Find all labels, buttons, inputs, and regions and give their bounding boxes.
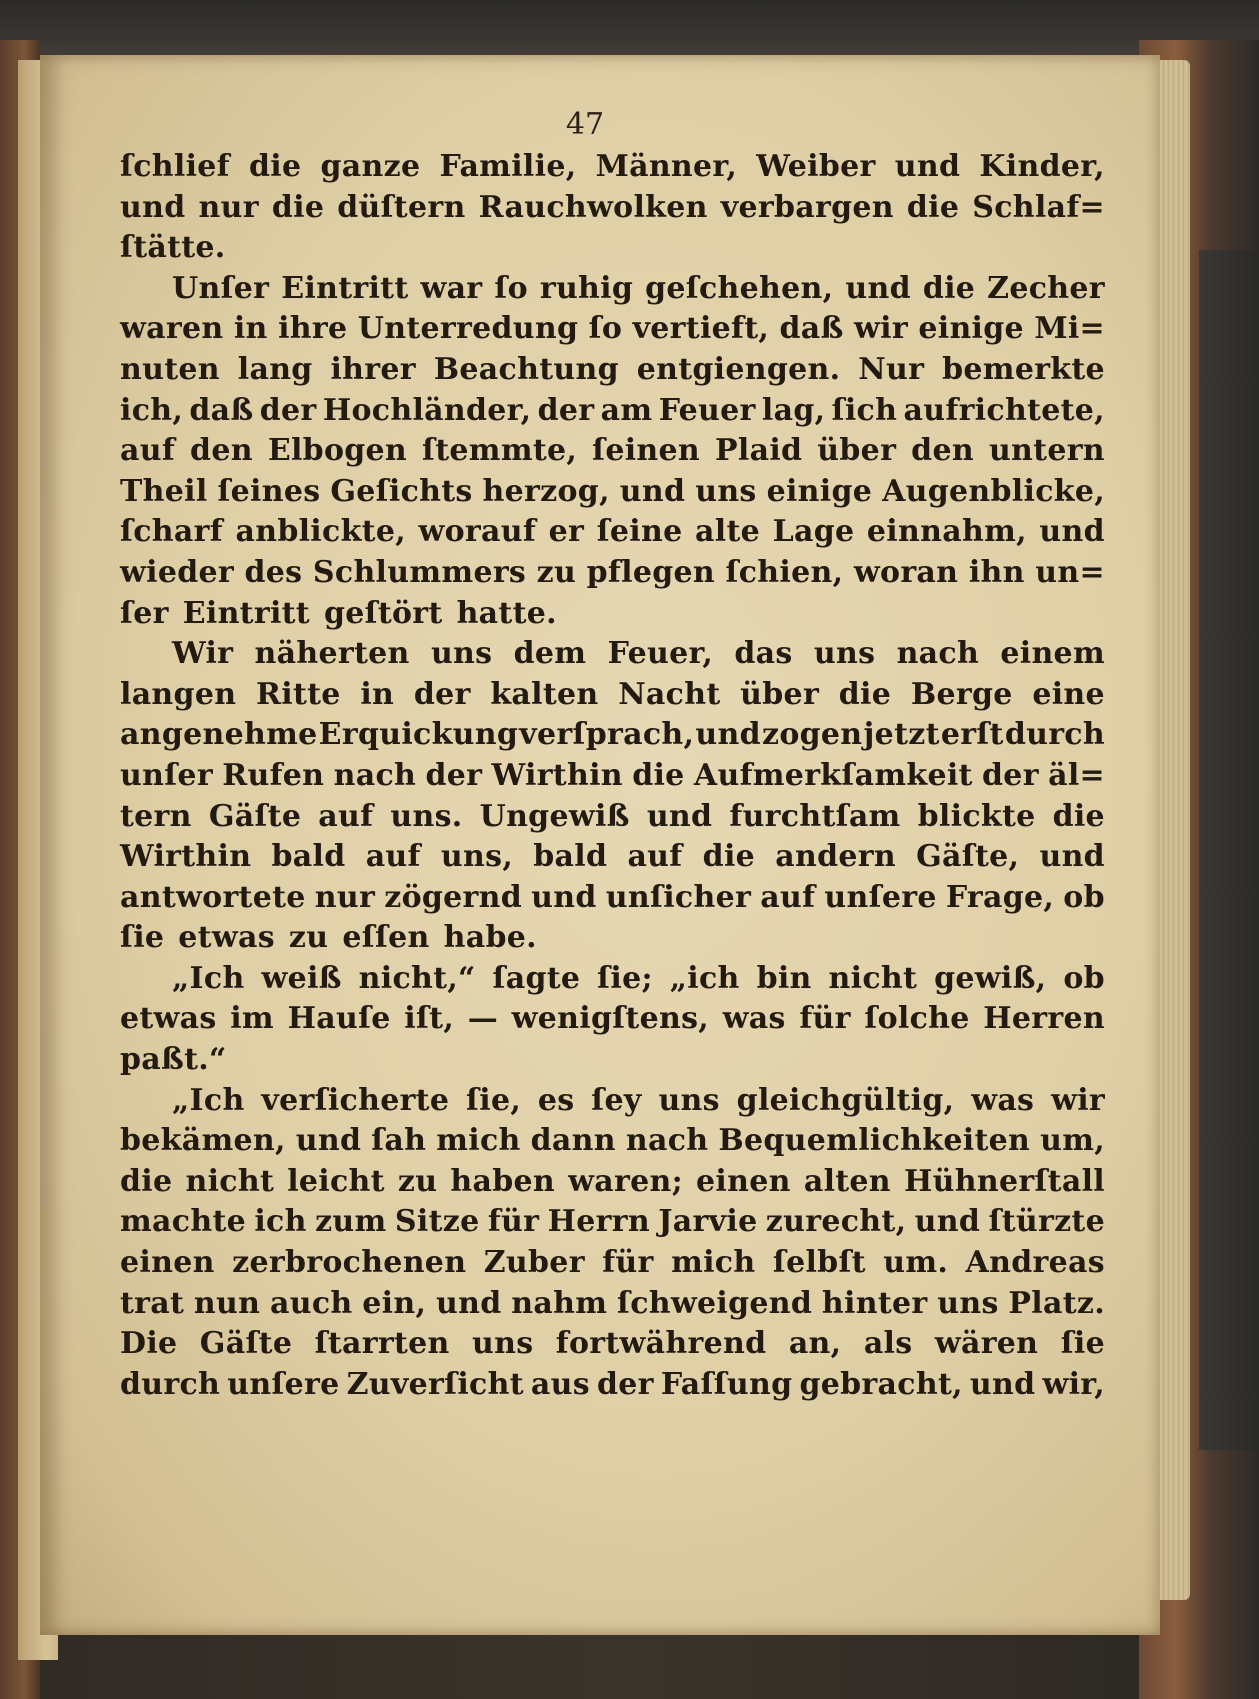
word: ſolche (864, 1001, 970, 1037)
word: eine (1032, 676, 1105, 712)
word: ich, (120, 392, 184, 428)
word: Erquickung (318, 717, 519, 753)
word: bekämen, (120, 1123, 286, 1159)
word: jetzt (863, 717, 940, 753)
word: Wirthin (120, 839, 252, 875)
word: für (487, 1204, 540, 1240)
word: und (695, 717, 761, 753)
word: hatte. (456, 595, 557, 631)
word: ſeinen (592, 433, 701, 469)
word: eſſen (342, 920, 430, 956)
word: woran (853, 554, 959, 590)
word: ſie; (597, 960, 653, 996)
word: ſo (494, 270, 528, 306)
word: Herren (983, 1001, 1105, 1037)
text-line (120, 1040, 1105, 1081)
word: auch (270, 1285, 353, 1321)
word: nur (314, 879, 376, 915)
word: und (295, 1123, 362, 1159)
word: „Ich (172, 960, 245, 996)
word: ſie (1060, 1326, 1105, 1362)
word: wären (934, 1326, 1039, 1362)
word: einem (1000, 636, 1105, 672)
word: erſt (940, 717, 1004, 753)
word: nach (333, 757, 417, 793)
word: bald (533, 839, 608, 875)
word: ſeine (596, 514, 683, 550)
word: ſie, (466, 1082, 522, 1118)
word: untern (988, 433, 1105, 469)
word: wieder (120, 554, 234, 590)
word: um, (1040, 1123, 1105, 1159)
word: Gäſte, (916, 839, 1020, 875)
word: des (244, 554, 303, 590)
word: Gäſte (208, 798, 302, 834)
word: andern (775, 839, 896, 875)
text-line (120, 309, 1105, 350)
text-line (120, 1324, 1105, 1365)
word: Beachtung (433, 351, 619, 387)
word: Plaid (715, 433, 803, 469)
word: der (259, 392, 317, 428)
word: ganze (320, 149, 421, 184)
word: Zecher (987, 270, 1105, 306)
word: daß (779, 311, 844, 347)
word: alte (695, 514, 761, 550)
word: geſchehen, (645, 270, 834, 306)
word: nahm (511, 1285, 608, 1321)
word: einnahm, (866, 514, 1027, 550)
word: die (838, 676, 892, 712)
word: zögernd (384, 879, 523, 915)
word: um. (883, 1245, 949, 1281)
word: fortwährend (555, 1326, 767, 1362)
word: leicht (287, 1163, 385, 1199)
page-text-block (120, 147, 1105, 1405)
word: ſtemmte, (422, 433, 578, 469)
word: die (906, 189, 960, 225)
word: ſchweigend (617, 1285, 813, 1321)
text-line (120, 512, 1105, 553)
word: an, (788, 1326, 842, 1362)
word: vertieft, (632, 311, 770, 347)
word: Männer, (595, 149, 738, 184)
word: ein, (362, 1285, 427, 1321)
word: herzog, (482, 473, 610, 509)
word: durch (120, 1366, 221, 1402)
word: Ungewiß (479, 798, 630, 834)
text-line (120, 837, 1105, 878)
word: dem (513, 636, 587, 672)
word: und (1039, 839, 1105, 875)
word: die (702, 839, 756, 875)
text-line (120, 594, 1105, 635)
word: alten (803, 1163, 891, 1199)
word: Theil (120, 473, 208, 509)
word: Nacht (618, 676, 721, 712)
word: ſtürzte (988, 1204, 1105, 1240)
word: Hauſe (287, 1001, 391, 1037)
word: die (632, 757, 685, 793)
word: nicht (185, 1163, 275, 1199)
word: den (911, 433, 974, 469)
word: zogen (762, 717, 863, 753)
word: den (190, 433, 253, 469)
word: Schlummers (312, 554, 527, 590)
word: wir (854, 311, 908, 347)
word: „Ich (172, 1082, 245, 1118)
word: Gäſte (199, 1326, 293, 1362)
word: Elbogen (267, 433, 408, 469)
word: ſey (591, 1082, 642, 1118)
word: uns (430, 636, 493, 672)
word: gebracht, (799, 1366, 963, 1402)
book-cover-board (1199, 250, 1259, 1450)
word: furchtſam (729, 798, 901, 834)
word: als (863, 1326, 913, 1362)
word: ſagte (492, 960, 581, 996)
word: Aufmerkſamkeit (693, 757, 973, 793)
word: ſcharf (120, 514, 223, 550)
word: machte (120, 1204, 247, 1240)
word: ſchien, (725, 554, 844, 590)
text-line (120, 959, 1105, 1000)
word: und (1039, 514, 1105, 550)
word: was (722, 1001, 786, 1037)
word: wir, (1042, 1366, 1105, 1402)
word: der (413, 676, 471, 712)
word: auf (120, 433, 176, 469)
word: und (646, 798, 713, 834)
word: Bequemlichkeiten (718, 1123, 1031, 1159)
word: Ritte (256, 676, 341, 712)
word: zu (397, 1163, 438, 1199)
word: Sitze (394, 1204, 480, 1240)
word: uns, (440, 839, 514, 875)
word: geſtört (323, 595, 443, 631)
word: weiß (261, 960, 342, 996)
word: auf (365, 839, 421, 875)
word: nicht (828, 960, 918, 996)
text-line (120, 756, 1105, 797)
word: Herrn (547, 1204, 650, 1240)
word: der (597, 1366, 654, 1402)
word: ihn (968, 554, 1025, 590)
word: Eintritt (182, 595, 310, 631)
word: aufrichtete, (903, 392, 1105, 428)
word: habe. (443, 920, 537, 956)
word: Jarvie (658, 1204, 758, 1240)
word: lag, (761, 392, 826, 428)
word: Feuer (658, 392, 756, 428)
word: der (425, 757, 483, 793)
word: Mi= (1034, 311, 1105, 347)
word: über (817, 433, 897, 469)
word: auf (760, 879, 816, 915)
word: Zuverſicht (346, 1366, 524, 1402)
word: Platz. (1008, 1285, 1105, 1321)
word: der (537, 392, 595, 428)
word: düſtern (337, 189, 466, 225)
word: am (600, 392, 653, 428)
word: Die (120, 1326, 178, 1362)
word: in (360, 676, 395, 712)
word: der (982, 757, 1039, 793)
word: aus (530, 1366, 590, 1402)
word: nach (896, 636, 980, 672)
word: und (845, 270, 911, 306)
word: etwas (120, 1001, 217, 1037)
text-line (120, 472, 1105, 513)
word: die (922, 270, 976, 306)
word: Rauchwolken (478, 189, 708, 225)
text-line (120, 1284, 1105, 1325)
word: uns (937, 1285, 999, 1321)
text-line (120, 1243, 1105, 1284)
book-page (40, 55, 1160, 1635)
text-line (120, 1081, 1105, 1122)
word: verbargen (720, 189, 894, 225)
word: Hühnerſtall (904, 1163, 1105, 1199)
word: nicht,“ (358, 960, 476, 996)
word: auf (318, 798, 374, 834)
word: un= (1035, 554, 1105, 590)
word: Faſſung (660, 1366, 793, 1402)
word: Weiber (756, 149, 876, 184)
word: ruhig (539, 270, 634, 306)
text-line (120, 431, 1105, 472)
text-line (120, 999, 1105, 1040)
word: hinter (821, 1285, 928, 1321)
word: unſer (120, 757, 213, 793)
word: Schlaf= (972, 189, 1105, 225)
word: es (537, 1082, 575, 1118)
word: auf (627, 839, 683, 875)
word: das (734, 636, 793, 672)
text-line (120, 1121, 1105, 1162)
word: Frage, (945, 879, 1055, 915)
word: pflegen (586, 554, 715, 590)
word: — (467, 1001, 499, 1037)
word: über (740, 676, 820, 712)
word: ſah (371, 1123, 427, 1159)
word: war (420, 270, 483, 306)
word: ich (254, 1204, 307, 1240)
word: äl= (1048, 757, 1105, 793)
text-line (120, 188, 1105, 229)
word: ihrer (330, 351, 416, 387)
word: zu (536, 554, 577, 590)
word: gleichgültig, (736, 1082, 955, 1118)
word: und (619, 473, 686, 509)
word: verſprach, (519, 717, 695, 753)
word: und (120, 189, 186, 225)
word: unſere (227, 1366, 340, 1402)
word: etwas (178, 920, 275, 956)
word: einige (766, 473, 873, 509)
word: Zuber (483, 1245, 585, 1281)
word: und (914, 1204, 981, 1240)
word: bin (756, 960, 812, 996)
word: blickte (917, 798, 1036, 834)
word: nach (625, 1123, 709, 1159)
word: er (548, 514, 585, 550)
word: zerbrochenen (232, 1245, 467, 1281)
word: bald (271, 839, 346, 875)
word: daß (189, 392, 254, 428)
word: Familie, (439, 149, 577, 184)
word: unſicher (605, 879, 752, 915)
word: dann (530, 1123, 616, 1159)
word: mich (436, 1123, 521, 1159)
word: Andreas (965, 1245, 1105, 1281)
word: unſere (824, 879, 937, 915)
word: ſo (588, 311, 623, 347)
text-line (120, 675, 1105, 716)
text-line (120, 715, 1105, 756)
word: Eintritt (281, 270, 409, 306)
word: zum (315, 1204, 387, 1240)
word: ob (1063, 879, 1105, 915)
word: nur (198, 189, 259, 225)
word: die (1052, 798, 1105, 834)
word: verſicherte (261, 1082, 450, 1118)
word: zu (288, 920, 329, 956)
word: iſt, (404, 1001, 455, 1037)
word: gewiß, (934, 960, 1047, 996)
word: paßt.“ (120, 1042, 227, 1078)
word: für (602, 1245, 654, 1281)
word: mich (671, 1245, 756, 1281)
word: „ich (669, 960, 740, 996)
word: haben (450, 1163, 556, 1199)
word: die (271, 189, 325, 225)
text-line (120, 918, 1105, 959)
word: ſchlief (120, 149, 230, 184)
word: wenigſtens, (511, 1001, 710, 1037)
word: Hochländer, (322, 392, 532, 428)
word: uns (695, 473, 757, 509)
word: angenehme (120, 717, 318, 753)
word: durch (1004, 717, 1105, 753)
word: was (971, 1082, 1035, 1118)
text-line (120, 1365, 1105, 1406)
word: uns. (390, 798, 463, 834)
word: ſie (120, 920, 165, 956)
word: Augenblicke, (882, 473, 1105, 509)
word: tern (120, 798, 192, 834)
word: bemerkte (942, 351, 1105, 387)
word: und (894, 149, 961, 184)
word: und (969, 1366, 1036, 1402)
word: anblickte, (235, 514, 406, 550)
word: Lage (772, 514, 855, 550)
word: Wir (172, 636, 234, 672)
word: Unſer (172, 270, 270, 306)
word: Unterredung (357, 311, 579, 347)
word: ſich (831, 392, 898, 428)
word: ſelbſt (772, 1245, 866, 1281)
text-line (120, 350, 1105, 391)
word: uns (813, 636, 876, 672)
word: einen (120, 1245, 215, 1281)
word: nuten (120, 351, 220, 387)
word: nun (193, 1285, 261, 1321)
word: kalten (490, 676, 599, 712)
word: Wirthin (491, 757, 623, 793)
word: entgiengen. (636, 351, 841, 387)
word: zurecht, (765, 1204, 907, 1240)
word: lang (237, 351, 313, 387)
word: im (230, 1001, 274, 1037)
word: Feuer, (607, 636, 714, 672)
word: langen (120, 676, 237, 712)
word: ſer (120, 595, 169, 631)
word: ihre (278, 311, 348, 347)
word: Geſichts (330, 473, 473, 509)
word: in (233, 311, 268, 347)
word: die (120, 1163, 173, 1199)
text-line (120, 878, 1105, 919)
word: einige (918, 311, 1024, 347)
word: die (249, 149, 302, 184)
text-line (120, 269, 1105, 310)
page-number: 47 (565, 107, 605, 142)
word: einen (696, 1163, 791, 1199)
word: trat (120, 1285, 185, 1321)
word: antwortete (120, 879, 306, 915)
word: ſtätte. (120, 230, 226, 266)
text-line (120, 147, 1105, 188)
word: und (531, 879, 597, 915)
word: ſtarrten (314, 1326, 450, 1362)
word: Berge (910, 676, 1013, 712)
word: ſeines (217, 473, 321, 509)
text-line (120, 1202, 1105, 1243)
text-line (120, 1162, 1105, 1203)
word: für (799, 1001, 851, 1037)
word: uns (658, 1082, 720, 1118)
text-line (120, 553, 1105, 594)
word: Rufen (222, 757, 325, 793)
text-line (120, 228, 1105, 269)
word: und (436, 1285, 502, 1321)
word: waren (120, 311, 224, 347)
text-line (120, 391, 1105, 432)
word: worauf (418, 514, 537, 550)
word: Nur (858, 351, 925, 387)
word: näherten (254, 636, 410, 672)
word: wir (1051, 1082, 1105, 1118)
text-line (120, 634, 1105, 675)
word: Kinder, (979, 149, 1105, 184)
word: waren; (568, 1163, 683, 1199)
word: uns (471, 1326, 534, 1362)
word: ob (1063, 960, 1105, 996)
text-line (120, 797, 1105, 838)
